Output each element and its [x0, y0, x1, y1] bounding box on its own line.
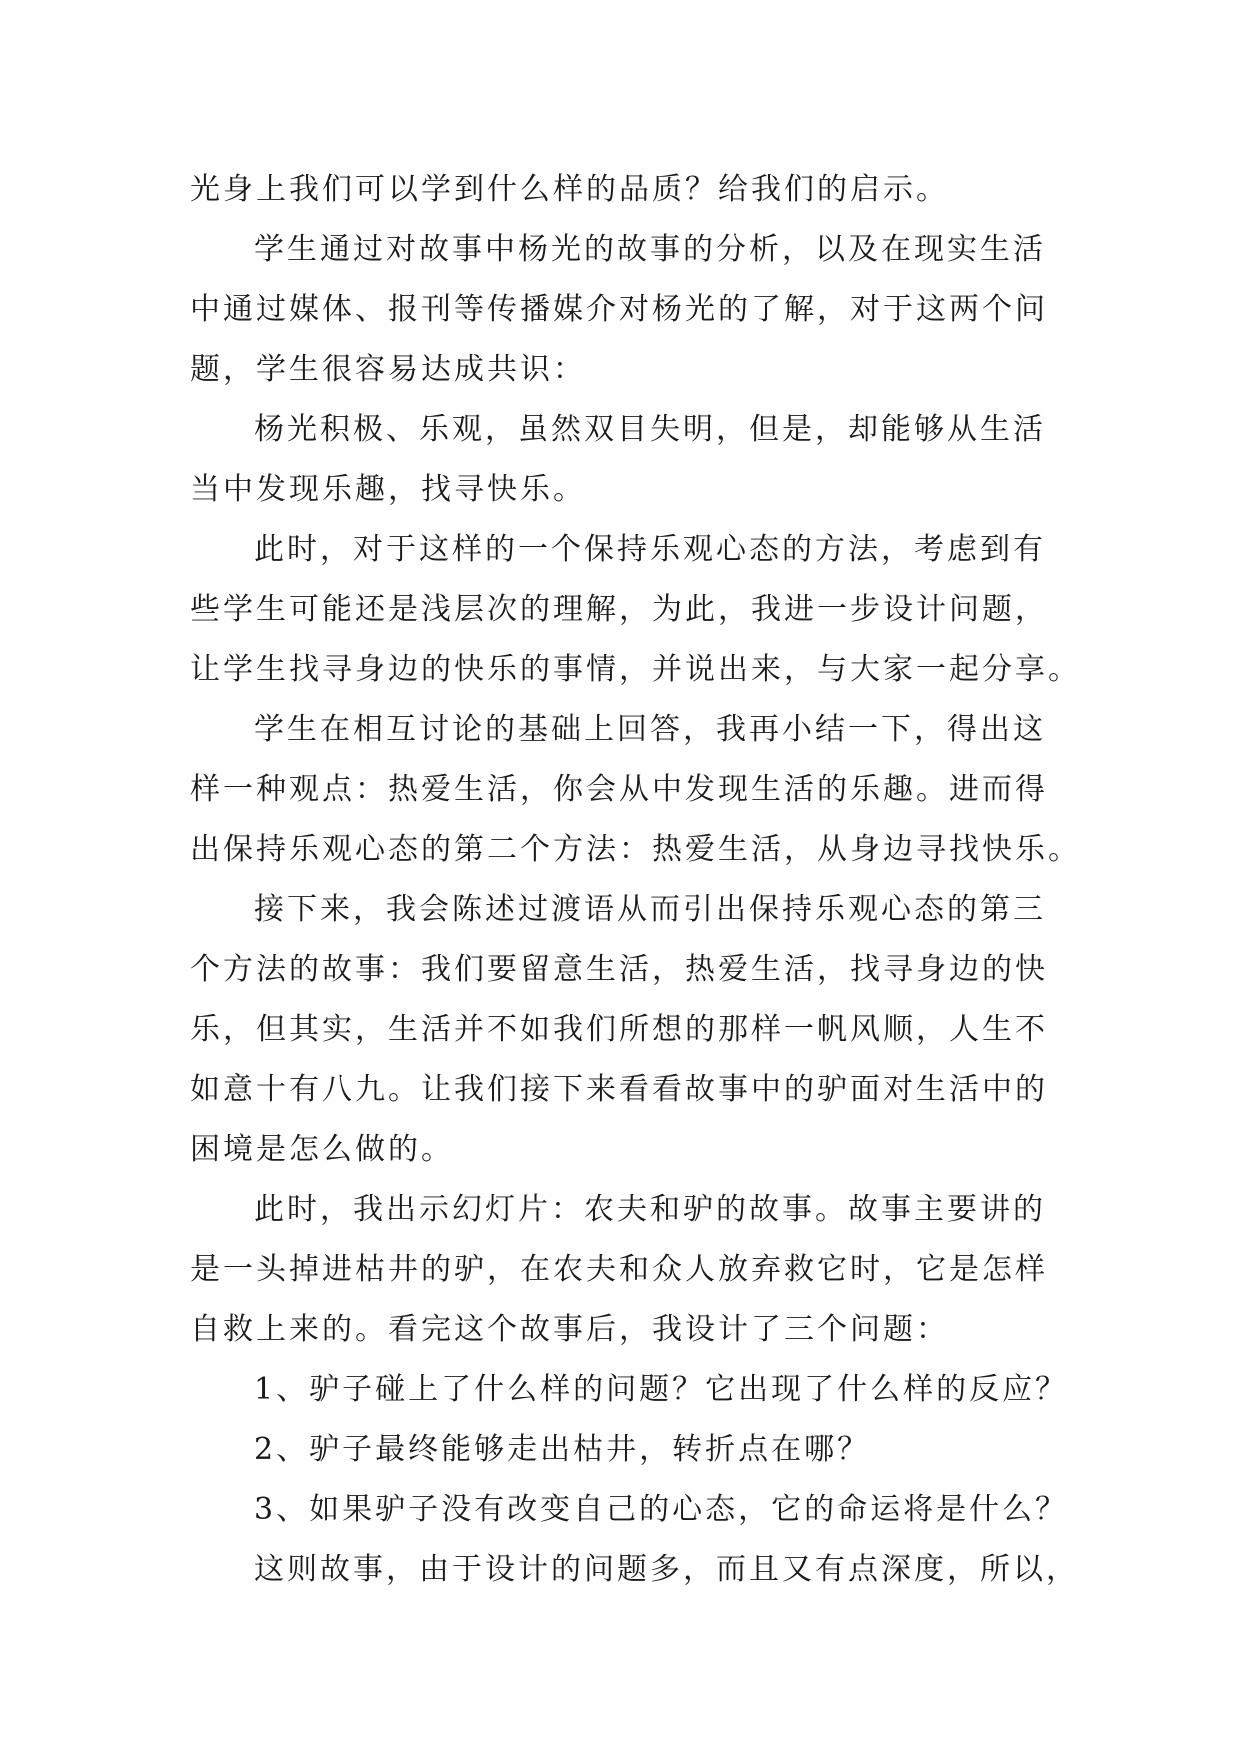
list-item: 2、驴子最终能够走出枯井，转折点在哪？ [254, 1432, 871, 1467]
paragraph-start: 杨光积极、乐观，虽然双目失明，但是，却能够从生活 [254, 412, 1046, 447]
list-item: 1、驴子碰上了什么样的问题？它出现了什么样的反应？ [254, 1372, 1069, 1407]
text-line: 个方法的故事：我们要留意生活，热爱生活，找寻身边的快 [190, 952, 1048, 987]
text-line: 乐，但其实，生活并不如我们所想的那样一帆风顺，人生不 [190, 1012, 1048, 1047]
document-body [190, 160, 1081, 1600]
text-line: 当中发现乐趣，找寻快乐。 [190, 472, 586, 507]
text-line: 如意十有八九。让我们接下来看看故事中的驴面对生活中的 [190, 1072, 1048, 1107]
text-line: 光身上我们可以学到什么样的品质？给我们的启示。 [190, 172, 949, 207]
text-line: 困境是怎么做的。 [190, 1132, 454, 1167]
text-line: 是一头掉进枯井的驴，在农夫和众人放弃救它时，它是怎样 [190, 1252, 1048, 1287]
text-line: 自救上来的。看完这个故事后，我设计了三个问题： [190, 1312, 949, 1347]
paragraph-start: 学生通过对故事中杨光的故事的分析，以及在现实生活 [254, 232, 1046, 267]
paragraph-start: 此时，我出示幻灯片：农夫和驴的故事。故事主要讲的 [254, 1192, 1046, 1227]
paragraph-start: 学生在相互讨论的基础上回答，我再小结一下，得出这 [254, 712, 1046, 747]
paragraph-start: 接下来，我会陈述过渡语从而引出保持乐观心态的第三 [254, 892, 1046, 927]
text-line: 些学生可能还是浅层次的理解，为此，我进一步设计问题， [190, 592, 1048, 627]
paragraph-start: 这则故事，由于设计的问题多，而且又有点深度，所以， [254, 1552, 1079, 1587]
text-line: 让学生找寻身边的快乐的事情，并说出来，与大家一起分享。 [190, 652, 1081, 687]
text-line: 样一种观点：热爱生活，你会从中发现生活的乐趣。进而得 [190, 772, 1048, 807]
text-line: 出保持乐观心态的第二个方法：热爱生活，从身边寻找快乐。 [190, 832, 1081, 867]
list-item: 3、如果驴子没有改变自己的心态，它的命运将是什么？ [254, 1492, 1069, 1527]
text-line: 题，学生很容易达成共识： [190, 352, 586, 387]
text-line: 中通过媒体、报刊等传播媒介对杨光的了解，对于这两个问 [190, 292, 1048, 327]
paragraph-start: 此时，对于这样的一个保持乐观心态的方法，考虑到有 [254, 532, 1046, 567]
